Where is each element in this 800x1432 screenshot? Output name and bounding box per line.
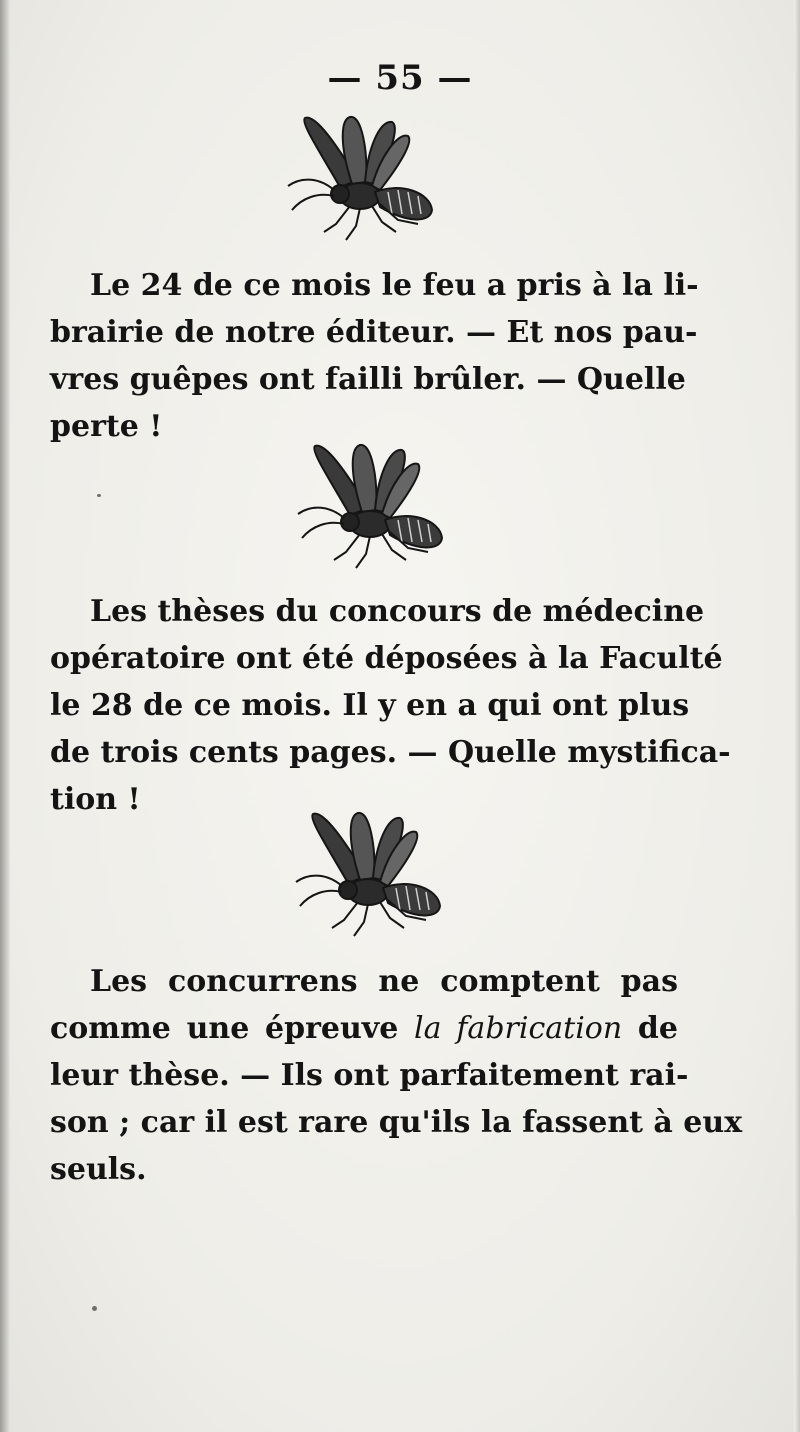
text-line: vres guêpes ont failli brûler. — Quelle <box>50 362 686 397</box>
text-line: Les concurrens ne comptent pas <box>90 964 678 999</box>
wasp-illustration <box>290 440 460 575</box>
text-line: tion ! <box>50 782 141 817</box>
text-fragment: de <box>637 1011 678 1046</box>
text-line: leur thèse. — Ils ont parfaitement rai- <box>50 1058 689 1093</box>
text-line: Le 24 de ce mois le feu a pris à la li- <box>90 268 699 303</box>
paragraph-competitors <box>50 958 743 1193</box>
italic-text: la fabrication <box>414 1011 623 1046</box>
text-line <box>50 1005 678 1052</box>
text-fragment: comme une épreuve <box>50 1011 399 1046</box>
wasp-icon <box>288 808 458 943</box>
text-line: de trois cents pages. — Quelle mystifica- <box>50 735 731 770</box>
wasp-icon <box>290 440 460 575</box>
text-line: opératoire ont été déposées à la Faculté <box>50 641 723 676</box>
paragraph-fire <box>50 262 699 450</box>
page-left-edge <box>0 0 10 1432</box>
text-line: perte ! <box>50 409 163 444</box>
text-line: son ; car il est rare qu'ils la fassent à eux <box>50 1105 743 1140</box>
ink-speck <box>97 494 101 497</box>
wasp-illustration <box>280 112 450 247</box>
page-right-edge <box>794 0 800 1432</box>
wasp-illustration <box>288 808 458 943</box>
wasp-icon <box>280 112 450 247</box>
text-line: seuls. <box>50 1152 147 1187</box>
text-line: brairie de notre éditeur. — Et nos pau- <box>50 315 698 350</box>
text-line: Les thèses du concours de médecine <box>90 594 705 629</box>
page-number: — 55 — <box>327 58 473 98</box>
ink-speck <box>92 1306 97 1311</box>
paragraph-theses <box>50 588 731 823</box>
text-line: le 28 de ce mois. Il y en a qui ont plus <box>50 688 690 723</box>
